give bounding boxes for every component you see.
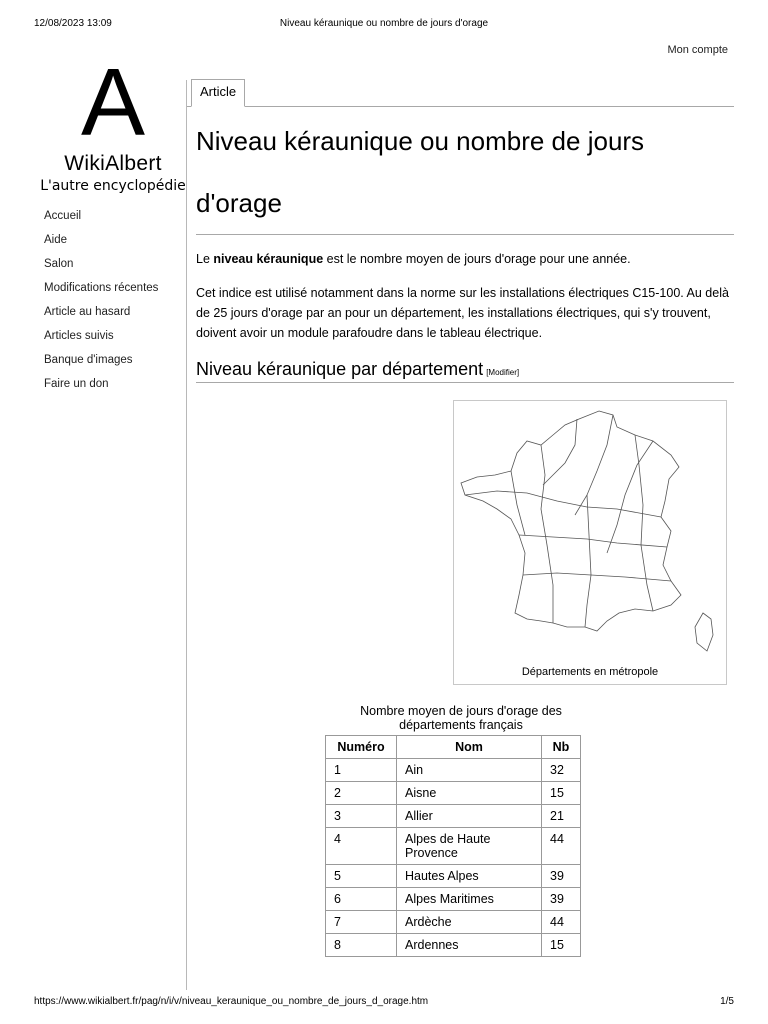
print-header xyxy=(34,18,734,32)
table-row xyxy=(326,759,581,782)
cell-nom: Aisne xyxy=(397,782,542,805)
table-header-row xyxy=(326,736,581,759)
section-heading xyxy=(196,359,734,383)
table-row xyxy=(326,865,581,888)
print-page-number: 1/5 xyxy=(720,996,734,1007)
sidebar-item-articles-suivis[interactable]: Articles suivis xyxy=(44,330,114,342)
cell-nom: Alpes de Haute Provence xyxy=(397,828,542,865)
cell-nom: Ardennes xyxy=(397,934,542,957)
cell-numero: 7 xyxy=(326,911,397,934)
cell-nom: Alpes Maritimes xyxy=(397,888,542,911)
france-departments-map[interactable] xyxy=(453,400,727,685)
cell-nb: 15 xyxy=(542,782,581,805)
intro-text-after: est le nombre moyen de jours d'orage pour une année. xyxy=(323,252,631,266)
france-map-image xyxy=(457,405,721,655)
sidebar-item-modifications-recentes[interactable]: Modifications récentes xyxy=(44,282,159,294)
intro-bold-term: niveau kéraunique xyxy=(213,252,324,266)
table-row xyxy=(326,934,581,957)
print-page-title: Niveau kéraunique ou nombre de jours d'orage xyxy=(279,18,489,29)
cell-nom: Allier xyxy=(397,805,542,828)
sidebar-item-aide[interactable]: Aide xyxy=(44,234,68,246)
cell-nb: 15 xyxy=(542,934,581,957)
sidebar-item-article-au-hasard[interactable]: Article au hasard xyxy=(44,306,131,318)
site-logo[interactable] xyxy=(38,49,188,194)
cell-nb: 39 xyxy=(542,888,581,911)
cell-nb: 44 xyxy=(542,828,581,865)
column-header-nom[interactable]: Nom xyxy=(397,736,542,759)
intro-text-before: Le xyxy=(196,252,214,266)
logo-letter: A xyxy=(80,49,146,156)
print-datetime: 12/08/2023 13:09 xyxy=(34,18,112,29)
site-tagline: L'autre encyclopédie xyxy=(40,178,186,194)
cell-numero: 1 xyxy=(326,759,397,782)
cell-nb: 39 xyxy=(542,865,581,888)
sidebar-item-salon[interactable]: Salon xyxy=(44,258,74,270)
table-row xyxy=(326,911,581,934)
sidebar-item-banque-images[interactable]: Banque d'images xyxy=(44,354,133,366)
sidebar-item-accueil[interactable]: Accueil xyxy=(44,210,82,222)
norm-paragraph: Cet indice est utilisé notamment dans la norme sur les installations électriques C15-100. Au delà de 25 jours d'orage par an pour un département, les installations électriques, qui s'y trouvent, doivent avoir un module parafoudre dans le tableau électrique. xyxy=(196,286,729,340)
print-footer xyxy=(34,996,734,1010)
cell-nb: 21 xyxy=(542,805,581,828)
article-content xyxy=(196,110,734,383)
table-row xyxy=(326,782,581,805)
cell-numero: 6 xyxy=(326,888,397,911)
column-header-numero[interactable]: Numéro xyxy=(326,736,397,759)
cell-numero: 3 xyxy=(326,805,397,828)
cell-nom: Hautes Alpes xyxy=(397,865,542,888)
site-name: WikiAlbert xyxy=(64,152,162,175)
column-header-nb[interactable]: Nb xyxy=(542,736,581,759)
my-account-link[interactable]: Mon compte xyxy=(667,44,728,56)
cell-numero: 8 xyxy=(326,934,397,957)
page-title: Niveau kéraunique ou nombre de jours d'orage xyxy=(196,110,734,235)
section-edit-link[interactable]: [Modifier] xyxy=(486,368,520,377)
intro-paragraph xyxy=(196,249,734,269)
table-caption: Nombre moyen de jours d'orage des départements français xyxy=(360,704,562,732)
table-row xyxy=(326,828,581,865)
sidebar-divider xyxy=(186,80,187,990)
cell-numero: 4 xyxy=(326,828,397,865)
cell-nb: 44 xyxy=(542,911,581,934)
cell-nom: Ardèche xyxy=(397,911,542,934)
cell-nb: 32 xyxy=(542,759,581,782)
print-url: https://www.wikialbert.fr/pag/n/i/v/niveau_keraunique_ou_nombre_de_jours_d_orage.htm xyxy=(34,996,429,1007)
tab-article[interactable]: Article xyxy=(191,79,245,107)
sidebar-item-faire-un-don[interactable]: Faire un don xyxy=(44,378,109,390)
section-heading-text: Niveau kéraunique par département xyxy=(196,359,484,379)
table-row xyxy=(326,805,581,828)
table-row xyxy=(326,888,581,911)
map-caption: Départements en métropole xyxy=(521,666,659,678)
cell-numero: 5 xyxy=(326,865,397,888)
cell-numero: 2 xyxy=(326,782,397,805)
sidebar-nav xyxy=(44,210,174,402)
departments-table xyxy=(325,735,581,957)
tab-bar xyxy=(187,79,734,107)
cell-nom: Ain xyxy=(397,759,542,782)
